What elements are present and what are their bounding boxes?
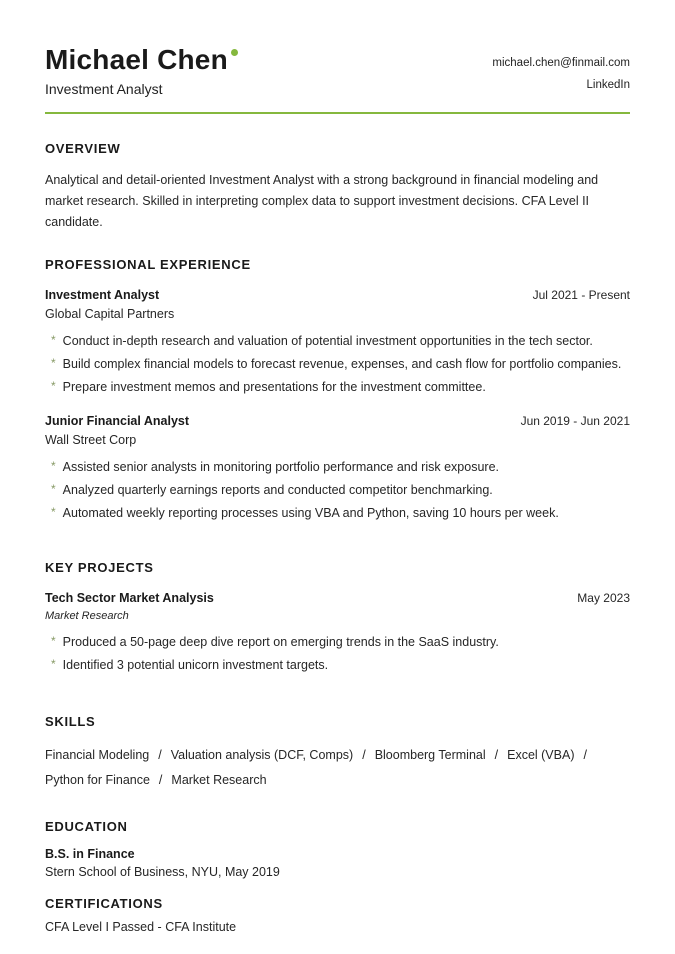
- job-title: Investment Analyst: [45, 287, 160, 302]
- job-bullet: [51, 460, 630, 474]
- header: [45, 45, 630, 97]
- header-identity: [45, 45, 238, 97]
- job-dates: Jun 2019 - Jun 2021: [520, 413, 630, 428]
- bullet-asterisk-icon: *: [51, 633, 56, 648]
- skills-heading: SKILLS: [45, 713, 96, 729]
- certifications-heading: CERTIFICATIONS: [45, 895, 163, 911]
- job-bullet-text: Analyzed quarterly earnings reports and conducted competitor benchmarking.: [62, 482, 493, 497]
- accent-dot-icon: [231, 49, 238, 56]
- project-entry: [45, 591, 630, 672]
- skill-separator: /: [494, 747, 499, 762]
- bullet-asterisk-icon: *: [51, 504, 56, 519]
- skills-list: [45, 743, 630, 793]
- skill-separator: /: [362, 747, 366, 762]
- job-dates: Jul 2021 - Present: [532, 287, 630, 302]
- bullet-asterisk-icon: *: [51, 332, 56, 347]
- skill-item: Financial Modeling: [45, 747, 150, 762]
- job-bullet: [51, 357, 630, 371]
- job-title: Junior Financial Analyst: [45, 413, 190, 428]
- job-bullet-text: Build complex financial models to forecast revenue, expenses, and cash flow for portfolio companies.: [62, 356, 622, 371]
- project-subtitle: Market Research: [45, 609, 129, 622]
- job-bullet: [51, 483, 630, 497]
- project-bullet: [51, 635, 630, 649]
- person-name-text: Michael Chen: [45, 44, 228, 75]
- project-bullet-list: [45, 635, 630, 672]
- experience-heading: PROFESSIONAL EXPERIENCE: [45, 256, 251, 272]
- person-title: Investment Analyst: [45, 80, 163, 97]
- project-bullet-text: Identified 3 potential unicorn investment targets.: [62, 657, 329, 672]
- bullet-asterisk-icon: *: [51, 458, 56, 473]
- education-school: Stern School of Business, NYU, May 2019: [45, 864, 280, 879]
- bullet-asterisk-icon: *: [51, 481, 56, 496]
- job-bullet: [51, 506, 630, 520]
- job-bullet: [51, 380, 630, 394]
- experience-entry: [45, 288, 630, 394]
- experience-entry: [45, 414, 630, 520]
- job-bullet-text: Conduct in-depth research and valuation of potential investment opportunities in the tech sector.: [62, 333, 593, 348]
- skill-separator: /: [158, 772, 163, 787]
- project-title: Tech Sector Market Analysis: [45, 590, 214, 605]
- skill-separator: /: [583, 747, 587, 762]
- projects-heading: KEY PROJECTS: [45, 559, 154, 575]
- job-bullet-text: Assisted senior analysts in monitoring portfolio performance and risk exposure.: [62, 459, 499, 474]
- certification-text: CFA Level I Passed - CFA Institute: [45, 919, 237, 934]
- skill-item: Bloomberg Terminal: [374, 747, 486, 762]
- bullet-asterisk-icon: *: [51, 355, 56, 370]
- experience-entry-row: [45, 414, 630, 428]
- project-dates: May 2023: [577, 590, 630, 605]
- education-degree: B.S. in Finance: [45, 846, 135, 861]
- project-entry-row: [45, 591, 630, 605]
- skill-item: Valuation analysis (DCF, Comps): [170, 747, 354, 762]
- education-heading: EDUCATION: [45, 818, 128, 834]
- project-bullet-text: Produced a 50-page deep dive report on emerging trends in the SaaS industry.: [62, 634, 499, 649]
- job-bullet-list: [45, 460, 630, 520]
- job-bullet-text: Automated weekly reporting processes using VBA and Python, saving 10 hours per week.: [62, 505, 559, 520]
- skill-separator: /: [158, 747, 162, 762]
- job-company: Global Capital Partners: [45, 306, 175, 321]
- contact-block: [492, 45, 630, 96]
- header-divider: [45, 112, 630, 114]
- email-link[interactable]: michael.chen@finmail.com: [492, 57, 630, 69]
- skill-item: Python for Finance: [45, 772, 150, 787]
- project-bullet: [51, 658, 630, 672]
- overview-text: Analytical and detail-oriented Investment Analyst with a strong background in financial modeling and market research. Skilled in interpreting complex data to support investment decisions. CFA Level II candidate.: [45, 172, 599, 229]
- person-name: [45, 45, 238, 76]
- overview-heading: OVERVIEW: [45, 140, 121, 156]
- bullet-asterisk-icon: *: [51, 656, 56, 671]
- job-bullet-text: Prepare investment memos and presentations for the investment committee.: [62, 379, 486, 394]
- experience-entry-row: [45, 288, 630, 302]
- job-company: Wall Street Corp: [45, 432, 137, 447]
- skill-item: Market Research: [171, 772, 267, 787]
- skill-item: Excel (VBA): [507, 747, 575, 762]
- bullet-asterisk-icon: *: [51, 378, 56, 393]
- job-bullet-list: [45, 334, 630, 394]
- job-bullet: [51, 334, 630, 348]
- linkedin-link[interactable]: LinkedIn: [586, 79, 630, 91]
